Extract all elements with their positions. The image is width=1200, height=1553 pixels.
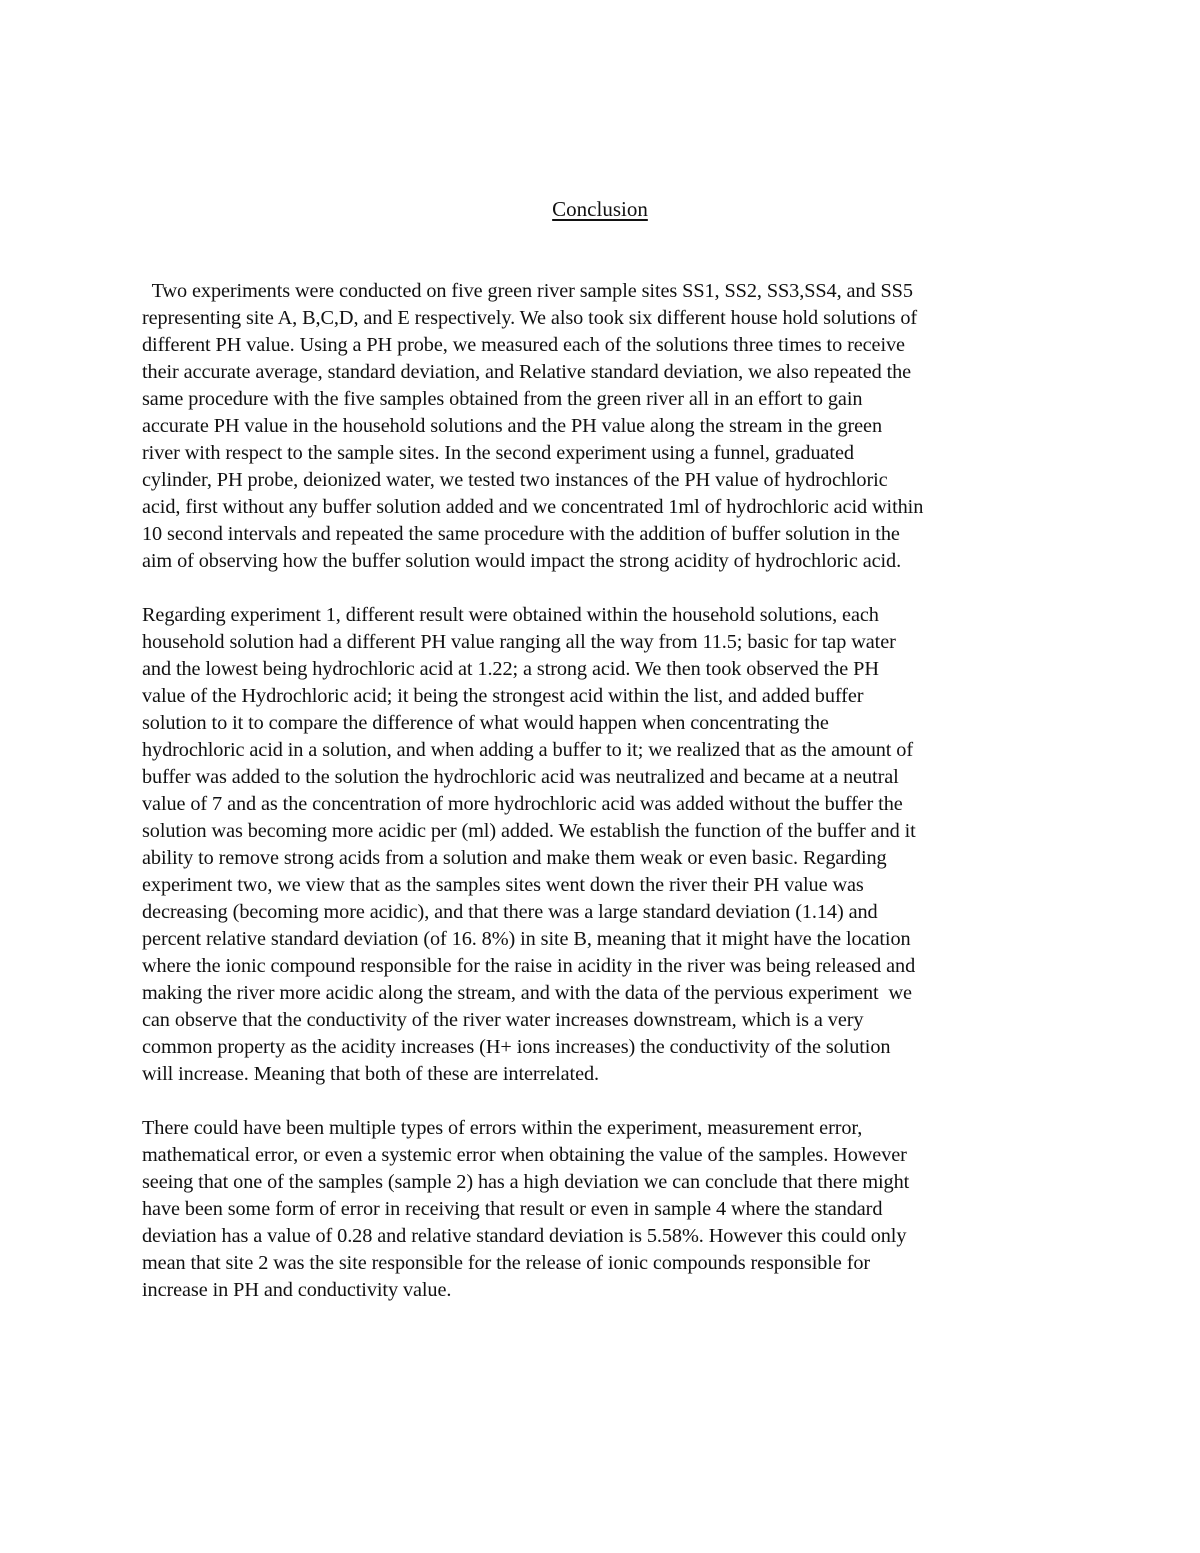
paragraph-results-discussion xyxy=(142,602,1068,1088)
text-line: decreasing (becoming more acidic), and that there was a large standard deviation (1.14) and xyxy=(142,901,878,923)
text-line: increase in PH and conductivity value. xyxy=(142,1279,452,1301)
text-line: household solution had a different PH value ranging all the way from 11.5; basic for tap water xyxy=(142,631,896,653)
text-line: solution to it to compare the difference of what would happen when concentrating the xyxy=(142,712,829,734)
text-line: solution was becoming more acidic per (ml) added. We establish the function of the buffer and it xyxy=(142,820,916,842)
text-line: value of the Hydrochloric acid; it being the strongest acid within the list, and added buffer xyxy=(142,685,864,707)
text-line: their accurate average, standard deviation, and Relative standard deviation, we also repeated the xyxy=(142,361,912,383)
text-line: different PH value. Using a PH probe, we measured each of the solutions three times to receive xyxy=(142,334,905,356)
text-line: can observe that the conductivity of the river water increases downstream, which is a very xyxy=(142,1009,864,1031)
text-line: and the lowest being hydrochloric acid at 1.22; a strong acid. We then took observed the PH xyxy=(142,658,879,680)
text-line: accurate PH value in the household solutions and the PH value along the stream in the green xyxy=(142,415,882,437)
text-line: mean that site 2 was the site responsible for the release of ionic compounds responsible for xyxy=(142,1252,871,1274)
text-line: where the ionic compound responsible for the raise in acidity in the river was being released and xyxy=(142,955,916,977)
text-line: aim of observing how the buffer solution would impact the strong acidity of hydrochloric acid. xyxy=(142,550,902,572)
text-line: mathematical error, or even a systemic error when obtaining the value of the samples. However xyxy=(142,1144,907,1166)
text-line: deviation has a value of 0.28 and relative standard deviation is 5.58%. However this could only xyxy=(142,1225,907,1247)
text-line: Regarding experiment 1, different result were obtained within the household solutions, each xyxy=(142,604,879,626)
paragraph-error-analysis xyxy=(142,1115,1068,1304)
text-line: common property as the acidity increases (H+ ions increases) the conductivity of the solution xyxy=(142,1036,891,1058)
text-line: seeing that one of the samples (sample 2) has a high deviation we can conclude that there might xyxy=(142,1171,910,1193)
document-body xyxy=(142,278,1068,1331)
text-line: 10 second intervals and repeated the same procedure with the addition of buffer solution in the xyxy=(142,523,900,545)
text-line: ability to remove strong acids from a solution and make them weak or even basic. Regarding xyxy=(142,847,887,869)
text-line: acid, first without any buffer solution added and we concentrated 1ml of hydrochloric acid within xyxy=(142,496,924,518)
text-line: value of 7 and as the concentration of more hydrochloric acid was added without the buffer the xyxy=(142,793,903,815)
text-line: making the river more acidic along the stream, and with the data of the pervious experiment we xyxy=(142,982,912,1004)
text-line: hydrochloric acid in a solution, and when adding a buffer to it; we realized that as the amount of xyxy=(142,739,913,761)
text-line: river with respect to the sample sites. In the second experiment using a funnel, graduated xyxy=(142,442,854,464)
text-line: same procedure with the five samples obtained from the green river all in an effort to gain xyxy=(142,388,863,410)
text-line: There could have been multiple types of errors within the experiment, measurement error, xyxy=(142,1117,863,1139)
page-title xyxy=(0,196,1200,223)
text-line: percent relative standard deviation (of 16. 8%) in site B, meaning that it might have the location xyxy=(142,928,911,950)
text-line: experiment two, we view that as the samples sites went down the river their PH value was xyxy=(142,874,864,896)
text-line: will increase. Meaning that both of these are interrelated. xyxy=(142,1063,600,1085)
text-line: representing site A, B,C,D, and E respectively. We also took six different house hold solutions of xyxy=(142,307,918,329)
text-line: have been some form of error in receiving that result or even in sample 4 where the standard xyxy=(142,1198,883,1220)
text-line: buffer was added to the solution the hydrochloric acid was neutralized and became at a neutral xyxy=(142,766,899,788)
paragraph-experiments-overview xyxy=(142,278,1068,575)
text-line: cylinder, PH probe, deionized water, we tested two instances of the PH value of hydrochloric xyxy=(142,469,888,491)
page-title-text: Conclusion xyxy=(552,197,648,221)
text-line: Two experiments were conducted on five green river sample sites SS1, SS2, SS3,SS4, and SS5 xyxy=(142,280,913,302)
